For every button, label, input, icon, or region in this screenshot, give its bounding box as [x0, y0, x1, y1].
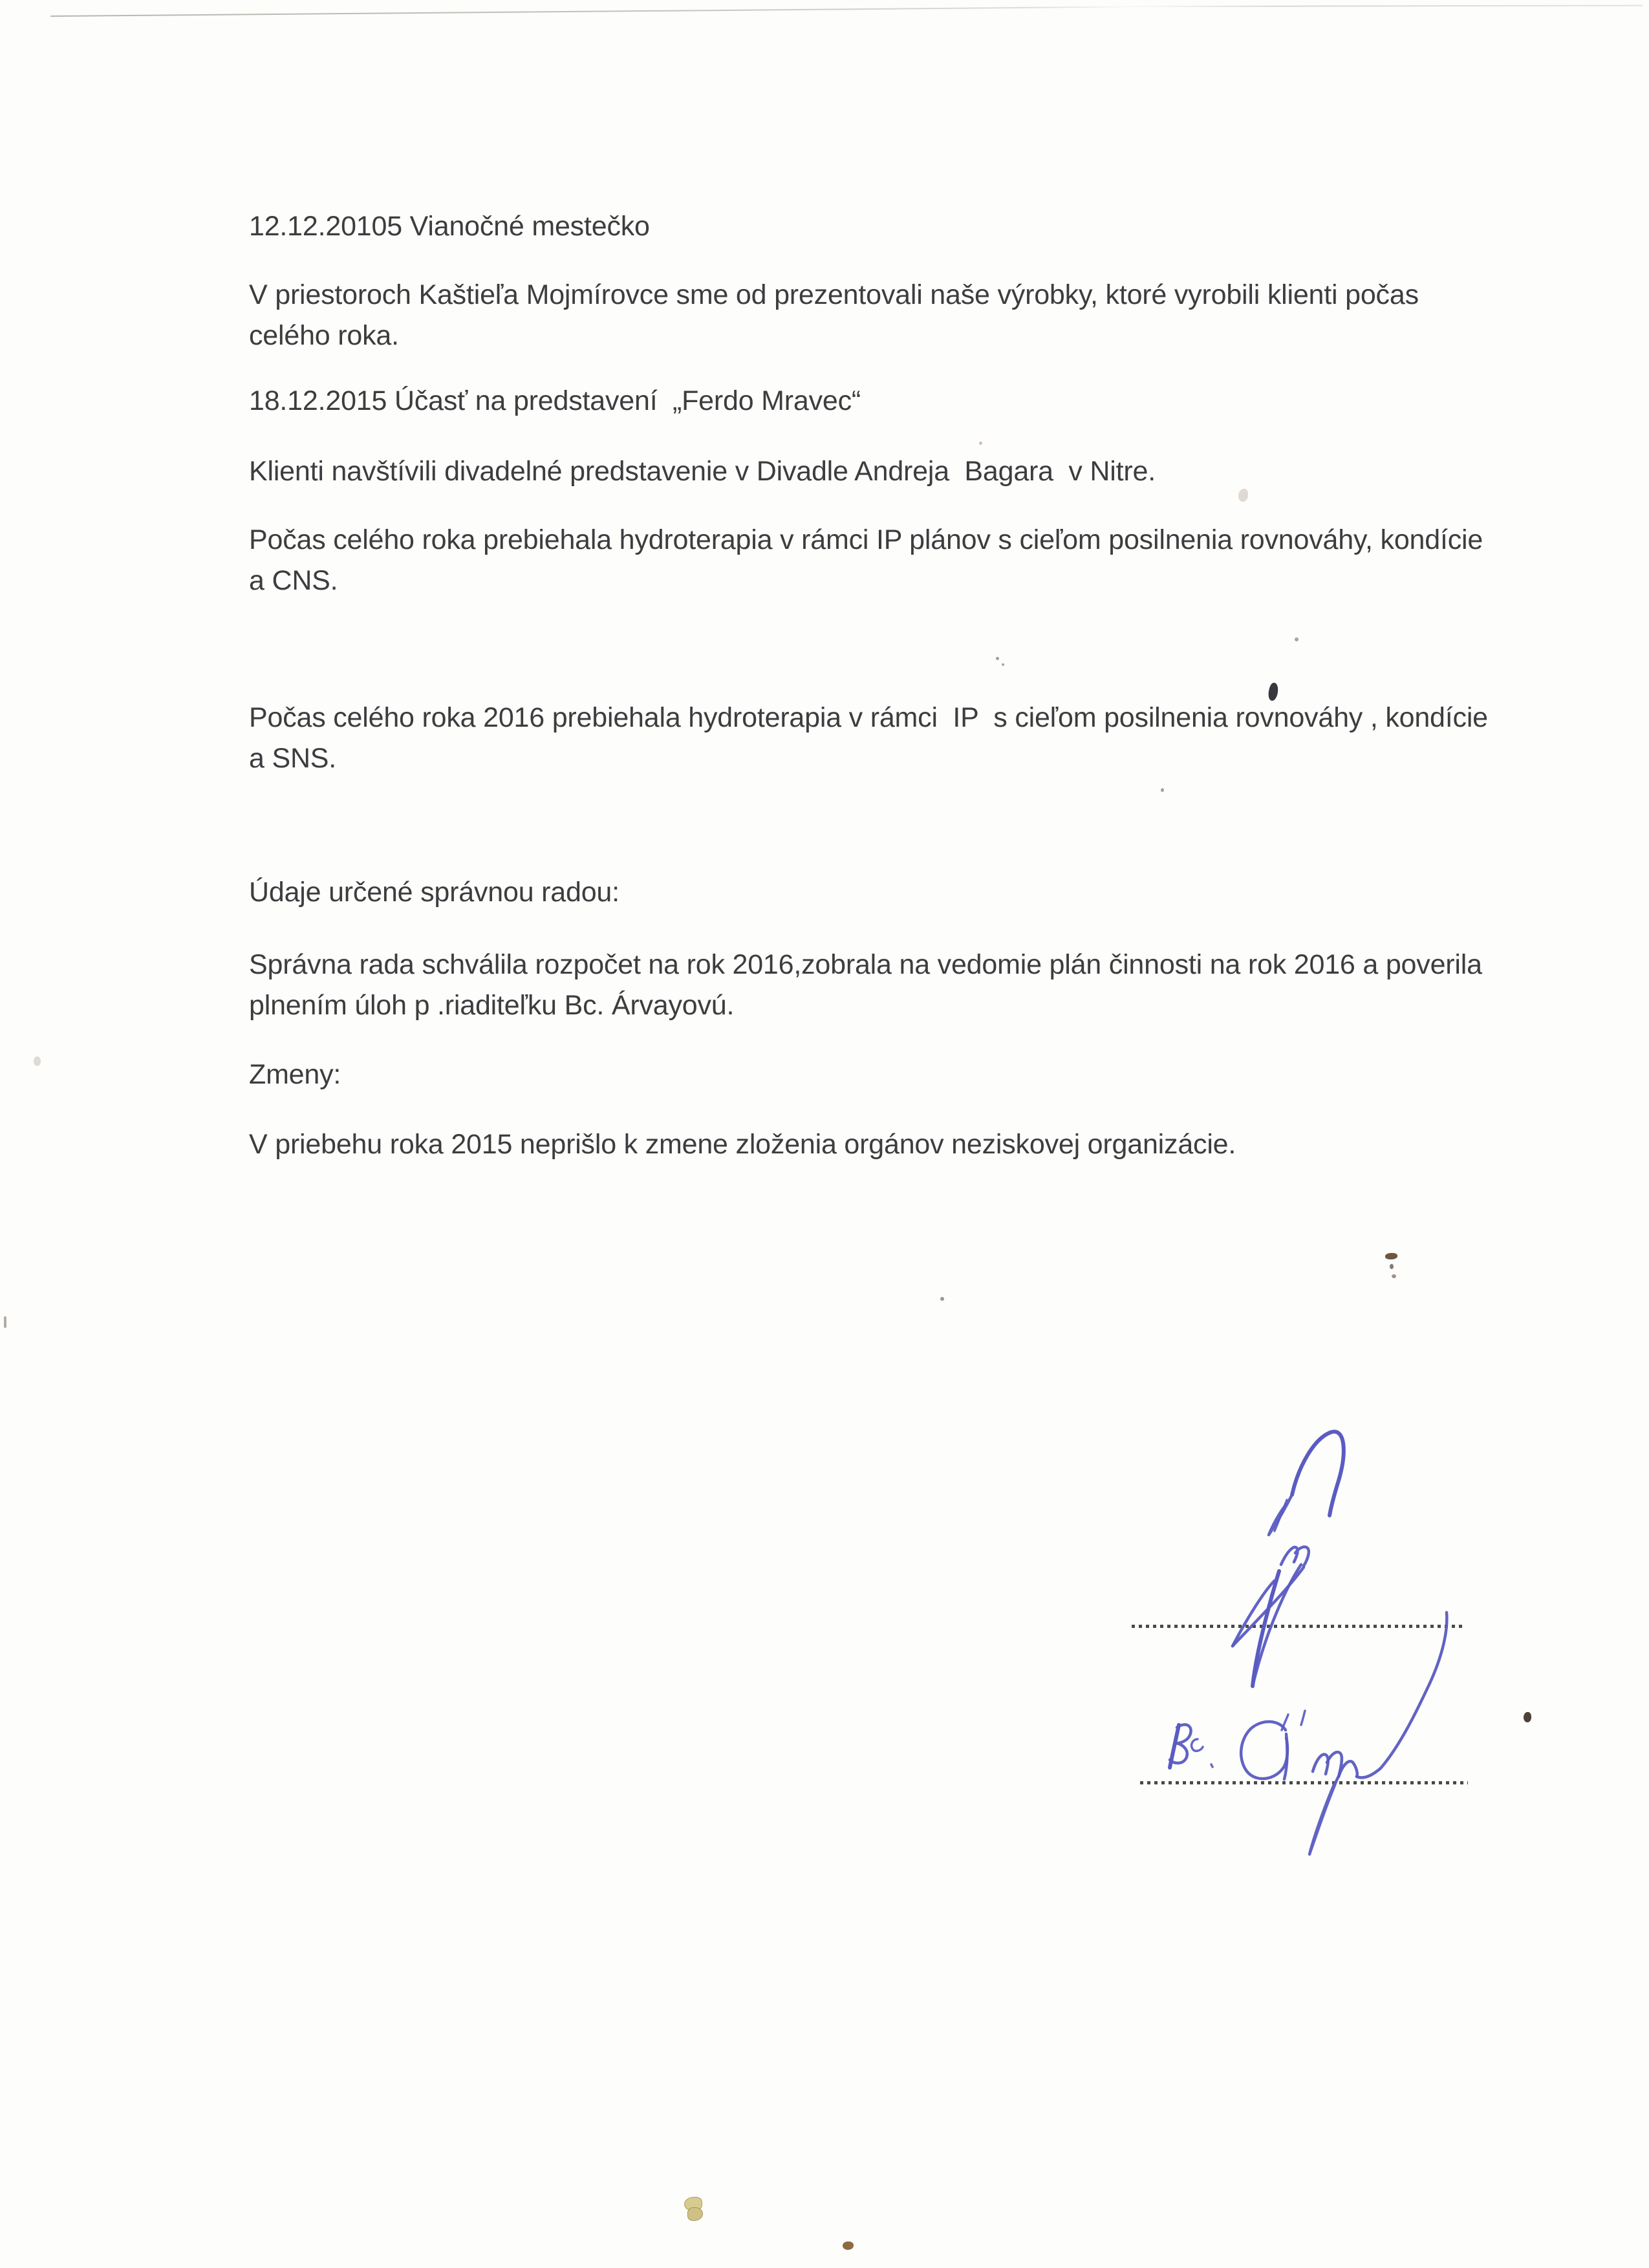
- scan-speck: [1390, 1264, 1394, 1269]
- scan-speck: [843, 2241, 854, 2250]
- scan-speck: [996, 657, 999, 660]
- report-line: Počas celého roka prebiehala hydroterapia v rámci IP plánov s cieľom posilnenia rovnováhy, kondície: [249, 524, 1483, 555]
- scan-speck: [687, 2207, 703, 2221]
- scan-edge-line-artifact: [50, 6, 1143, 17]
- scan-speck: [4, 1316, 6, 1328]
- scan-speck: [1385, 1253, 1397, 1259]
- scan-speck: [979, 442, 982, 445]
- scan-speck: [1524, 1712, 1531, 1722]
- report-line: celého roka.: [249, 320, 399, 351]
- report-line: V priestoroch Kaštieľa Mojmírovce sme od prezentovali naše výrobky, ktoré vyrobili klienti počas: [249, 279, 1419, 310]
- scan-speck: [34, 1056, 41, 1066]
- report-line: a SNS.: [249, 743, 337, 774]
- scan-speck: [940, 1297, 944, 1301]
- report-line: Správna rada schválila rozpočet na rok 2016,zobrala na vedomie plán činnosti na rok 2016 a poverila: [249, 949, 1482, 980]
- report-line: Klienti navštívili divadelné predstavenie v Divadle Andreja Bagara v Nitre.: [249, 456, 1156, 487]
- report-line: V priebehu roka 2015 neprišlo k zmene zloženia orgánov neziskovej organizácie.: [249, 1129, 1236, 1160]
- scan-speck: [1161, 788, 1164, 792]
- scan-speck: [1002, 663, 1004, 666]
- report-line-heading-2: 18.12.2015 Účasť na predstavení „Ferdo Mravec“: [249, 385, 861, 416]
- report-line: a CNS.: [249, 565, 338, 596]
- report-line-heading-3: Údaje určené správnou radou:: [249, 877, 620, 908]
- scan-speck: [1295, 637, 1299, 641]
- scan-speck: [1392, 1274, 1396, 1278]
- scan-edge-line-artifact-2: [1119, 5, 1643, 7]
- report-line: Počas celého roka 2016 prebiehala hydroterapia v rámci IP s cieľom posilnenia rovnováhy , kondície: [249, 702, 1488, 733]
- report-line-heading-4: Zmeny:: [249, 1059, 341, 1090]
- handwritten-signature: [1093, 1416, 1565, 1875]
- report-line-heading-1: 12.12.20105 Vianočné mestečko: [249, 211, 650, 242]
- scan-speck: [1238, 489, 1248, 502]
- report-line: plnením úloh p .riaditeľku Bc. Árvayovú.: [249, 990, 735, 1021]
